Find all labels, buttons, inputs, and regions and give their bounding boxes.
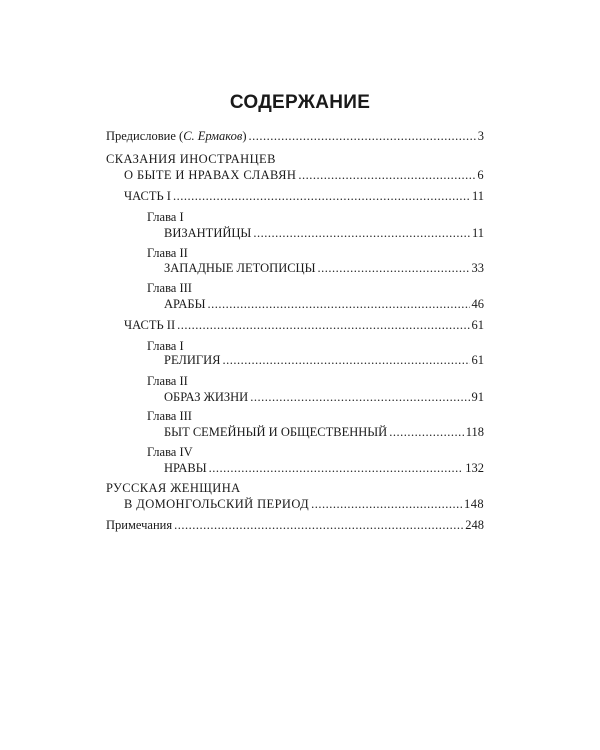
page-number: 148 <box>464 497 484 511</box>
chapter-number: Глава I <box>147 210 184 224</box>
section-heading: РУССКАЯ ЖЕНЩИНА <box>106 481 241 495</box>
dot-leader <box>173 188 470 204</box>
chapter-number: Глава III <box>147 409 192 423</box>
chapter-number: Глава II <box>147 374 188 388</box>
toc-entry-chapter[interactable]: ЗАПАДНЫЕ ЛЕТОПИСЦЫ ..... 33 <box>164 260 484 276</box>
toc-entry-chapter[interactable]: ВИЗАНТИЙЦЫ ..... 11 <box>164 225 484 241</box>
dot-leader <box>177 317 469 333</box>
page-title: СОДЕРЖАНИЕ <box>229 92 371 113</box>
dot-leader <box>253 225 470 241</box>
chapter-number: Глава I <box>147 339 184 353</box>
page-number: 11 <box>471 189 484 203</box>
chapter-number: Глава II <box>147 246 188 260</box>
page-number: 61 <box>471 318 484 332</box>
dot-leader <box>250 389 469 405</box>
dot-leader <box>318 260 470 276</box>
chapter-number: Глава IV <box>147 445 193 459</box>
toc-entry-chapter[interactable]: АРАБЫ ..... 46 <box>164 296 484 312</box>
dot-leader <box>174 517 463 533</box>
toc-entry-part-2[interactable]: ЧАСТЬ II ..... 61 <box>124 317 484 333</box>
dot-leader <box>209 460 464 476</box>
page-number: 46 <box>471 297 484 311</box>
dot-leader <box>223 352 470 368</box>
toc-entry-chapter[interactable]: БЫТ СЕМЕЙНЫЙ И ОБЩЕСТВЕННЫЙ ..... 118 <box>164 424 484 440</box>
dot-leader <box>248 128 475 144</box>
toc-entry-chapter[interactable]: ОБРАЗ ЖИЗНИ ..... 91 <box>164 389 484 405</box>
page-number: 6 <box>477 168 484 182</box>
page-number: 91 <box>471 390 484 404</box>
toc-entry-chapter[interactable]: РЕЛИГИЯ ..... 61 <box>164 352 484 368</box>
page-number: 118 <box>465 425 484 439</box>
page-number: 11 <box>471 226 484 240</box>
dot-leader <box>208 296 470 312</box>
toc-entry-section-2[interactable]: В ДОМОНГОЛЬСКИЙ ПЕРИОД ..... 148 <box>124 496 484 512</box>
dot-leader <box>311 496 462 512</box>
section-heading: СКАЗАНИЯ ИНОСТРАНЦЕВ <box>106 152 276 166</box>
page-number: 248 <box>465 518 484 532</box>
page-number: 61 <box>471 353 484 367</box>
toc-entry-notes[interactable]: Примечания ..... 248 <box>106 517 484 533</box>
dot-leader <box>389 424 464 440</box>
page-number: 3 <box>477 129 484 143</box>
page-number: 132 <box>465 461 484 475</box>
toc-entry-section-1[interactable]: О БЫТЕ И НРАВАХ СЛАВЯН ..... 6 <box>124 167 484 183</box>
page-number: 33 <box>471 261 484 275</box>
toc-entry-part-1[interactable]: ЧАСТЬ I ..... 11 <box>124 188 484 204</box>
toc-entry-preface[interactable]: Предисловие (С. Ермаков) ..... 3 <box>106 128 484 144</box>
toc-entry-chapter[interactable]: НРАВЫ ..... 132 <box>164 460 484 476</box>
preface-author: С. Ермаков <box>183 129 243 143</box>
dot-leader <box>298 167 475 183</box>
chapter-number: Глава III <box>147 281 192 295</box>
